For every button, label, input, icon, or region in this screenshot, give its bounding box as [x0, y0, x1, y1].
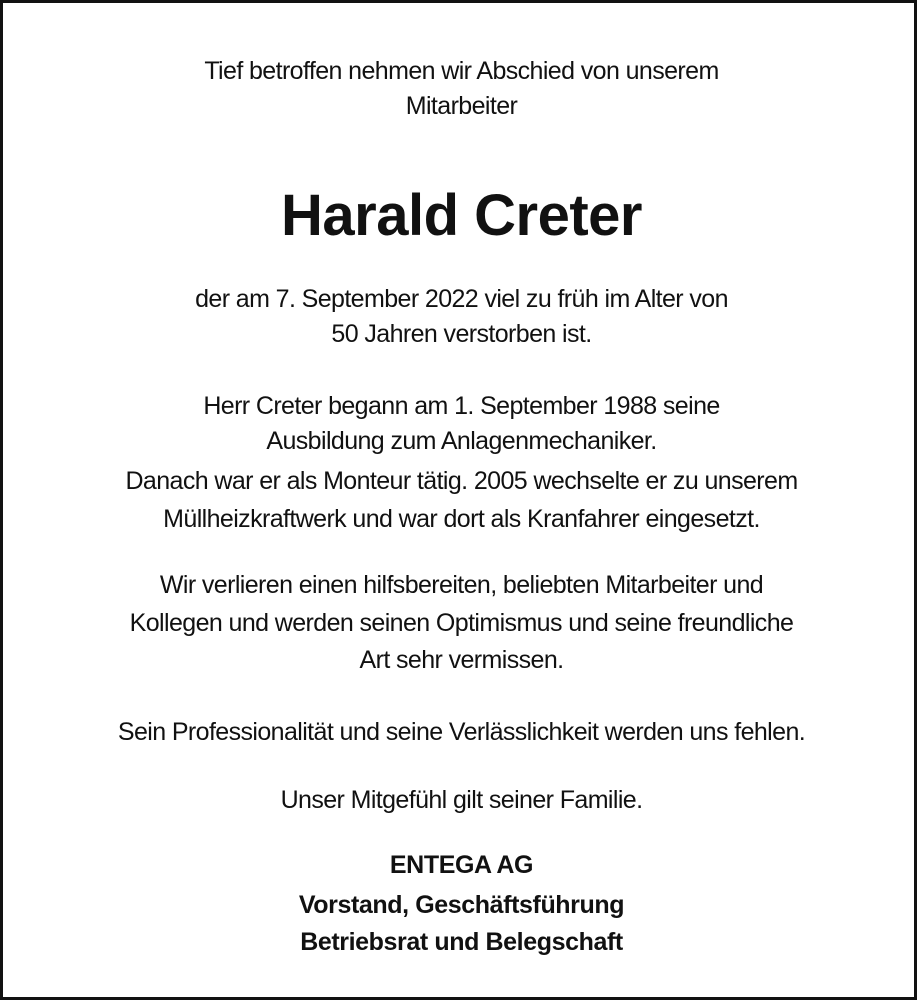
career-line-4: Müllheizkraftwerk und war dort als Kranfahrer eingesetzt. [163, 505, 760, 533]
career-line-3: Danach war er als Monteur tätig. 2005 wechselte er zu unserem [125, 467, 798, 495]
signature-line-3: Betriebsrat und Belegschaft [300, 928, 623, 956]
tribute-line-1: Wir verlieren einen hilfsbereiten, beliebten Mitarbeiter und [159, 571, 764, 599]
career-line-1: Herr Creter begann am 1. September 1988 seine [203, 392, 720, 420]
tribute-line-2: Kollegen und werden seinen Optimismus und seine freundliche [129, 609, 794, 637]
condolence-line: Unser Mitgefühl gilt seiner Familie. [280, 786, 643, 814]
deceased-name: Harald Creter [281, 183, 642, 248]
intro-line-1: Tief betroffen nehmen wir Abschied von unserem [204, 57, 719, 85]
career-line-2: Ausbildung zum Anlagenmechaniker. [266, 427, 657, 455]
intro-line-2: Mitarbeiter [405, 92, 518, 120]
signature-company: ENTEGA AG [389, 851, 534, 879]
death-line-2: 50 Jahren verstorben ist. [331, 320, 592, 348]
signature-line-2: Vorstand, Geschäftsführung [298, 891, 625, 919]
professionalism-line: Sein Professionalität und seine Verlässlichkeit werden uns fehlen. [117, 718, 806, 746]
tribute-line-3: Art sehr vermissen. [359, 646, 564, 674]
death-line-1: der am 7. September 2022 viel zu früh im Alter von [195, 285, 728, 313]
